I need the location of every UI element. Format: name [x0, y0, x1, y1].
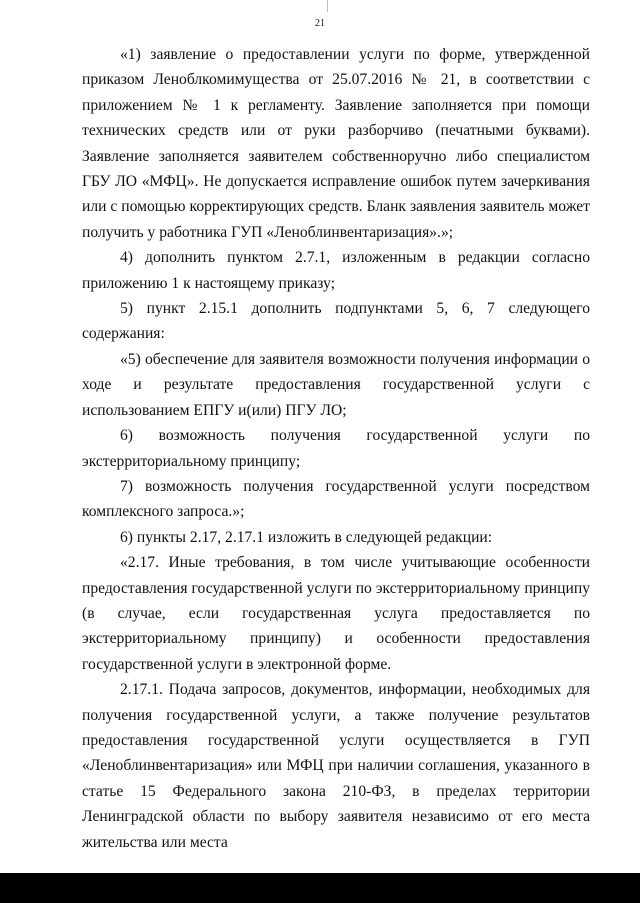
- paragraph-application-form: «1) заявление о предоставлении услуги по форме, утвержденной приказом Леноблкомимущества от 25.07.2016 № 21, в соответствии с приложением № 1 к регламенту. Заявление заполняется при помощи технических средств или от руки разборчиво (печатными буквами). Заявление заполняется заявителем собственноручно либо специалистом ГБУ ЛО «МФЦ». Не допускается исправление ошибок путем зачеркивания или с помощью корректирующих средств. Бланк заявления заявитель может получить у работника ГУП «Леноблинвентаризация».»;: [82, 46, 590, 241]
- top-edge-mark: [327, 0, 328, 12]
- document-body: [82, 42, 590, 855]
- paragraph-subitem-5: «5) обеспечение для заявителя возможности получения информации о ходе и результате предоставления государственной услуги с использованием ЕПГУ и(или) ПГУ ЛО;: [82, 350, 590, 419]
- paragraph-section-2-17: «2.17. Иные требования, в том числе учитывающие особенности предоставления государственной услуги по экстерриториальному принципу (в случае, если государственная услуга предоставляется по экстерриториальному принципу) и особенности предоставления государственной услуги в электронной форме.: [82, 554, 590, 673]
- paragraph-subitem-7: 7) возможность получения государственной услуги посредством комплексного запроса.»;: [82, 477, 590, 521]
- paragraph-section-2-17-1: 2.17.1. Подача запросов, документов, информации, необходимых для получения государственной услуги, а также получение результатов предоставления государственной услуги осуществляется в ГУП «Леноблинвентаризация» или МФЦ при наличии соглашения, указанного в статье 15 Федерального закона 210-ФЗ, в пределах территории Ленинградской области по выбору заявителя независимо от его места жительства или места: [82, 681, 590, 851]
- paragraph-item-6: 6) пункты 2.17, 2.17.1 изложить в следующей редакции:: [120, 528, 493, 546]
- paragraph-subitem-6: 6) возможность получения государственной услуги по экстерриториальному принципу;: [82, 427, 590, 470]
- page-number: 21: [315, 18, 325, 29]
- paragraph-item-4: 4) дополнить пунктом 2.7.1, изложенным в редакции согласно приложению 1 к настоящему приказу;: [82, 249, 590, 292]
- scan-bottom-border: [0, 873, 640, 903]
- paragraph-item-5: 5) пункт 2.15.1 дополнить подпунктами 5, 6, 7 следующего содержания:: [82, 300, 590, 343]
